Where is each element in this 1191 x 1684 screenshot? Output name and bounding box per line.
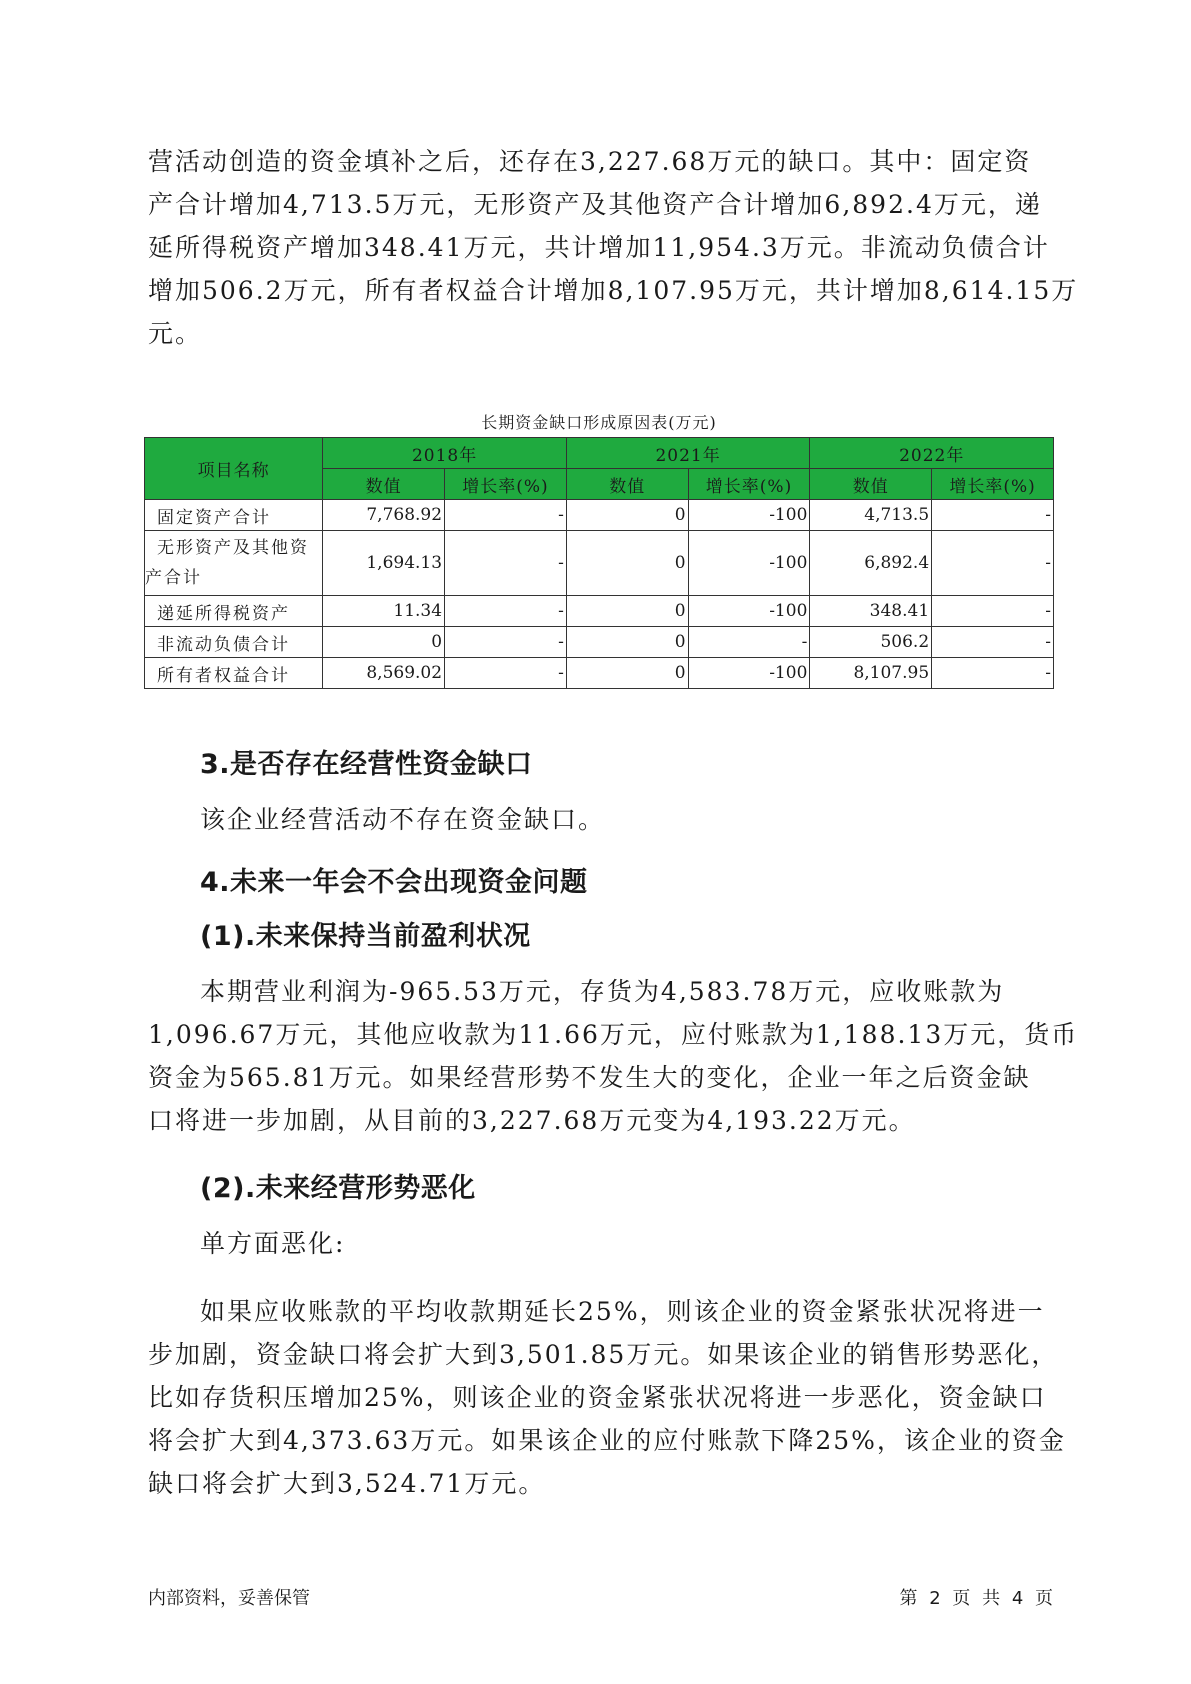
cell-growth: - (445, 531, 567, 596)
paragraph-line: 元。 (148, 319, 203, 348)
footer-page-number: 第 2 页 共 4 页 (899, 1588, 1053, 1609)
table-row (145, 500, 1054, 531)
header-item-name: 项目名称 (145, 438, 323, 500)
footer-confidential-note: 内部资料，妥善保管 (148, 1588, 310, 1609)
header-value: 数值 (810, 469, 932, 500)
cell-value: 8,107.95 (810, 658, 932, 689)
cell-growth: - (445, 500, 567, 531)
header-value: 数值 (323, 469, 445, 500)
row-name: 所有者权益合计 (145, 658, 323, 689)
row-name-line: 产合计 (145, 568, 202, 588)
cell-value: 0 (566, 531, 688, 596)
header-year-2018: 2018年 (323, 438, 567, 469)
cell-growth: - (932, 658, 1054, 689)
cell-value: 506.2 (810, 627, 932, 658)
paragraph-line: 比如存货积压增加25%，则该企业的资金紧张状况将进一步恶化，资金缺口 (148, 1383, 1047, 1412)
header-value: 数值 (566, 469, 688, 500)
cell-growth: - (932, 531, 1054, 596)
paragraph-line: 如果应收账款的平均收款期延长25%，则该企业的资金紧张状况将进一 (200, 1297, 1045, 1326)
paragraph-line: 延所得税资产增加348.41万元，共计增加11,954.3万元。非流动负债合计 (148, 233, 1050, 262)
cell-growth: - (932, 596, 1054, 627)
cell-growth: - (445, 658, 567, 689)
cell-growth: - (932, 627, 1054, 658)
header-growth: 增长率(%) (932, 469, 1054, 500)
cell-value: 4,713.5 (810, 500, 932, 531)
section4-sub2-intro (148, 1222, 1100, 1265)
section3-paragraph (148, 798, 1100, 841)
cell-value: 0 (566, 658, 688, 689)
row-name-line: 无形资产及其他资 (157, 538, 309, 558)
cell-value: 348.41 (810, 596, 932, 627)
cell-growth: -100 (688, 500, 810, 531)
intro-paragraph (148, 140, 1079, 355)
row-name (145, 531, 323, 596)
paragraph-line: 单方面恶化: (200, 1229, 346, 1258)
cell-value: 0 (566, 627, 688, 658)
cell-value: 8,569.02 (323, 658, 445, 689)
section4-sub2-heading: (2).未来经营形势恶化 (200, 1173, 476, 1204)
paragraph-line: 营活动创造的资金填补之后，还存在3,227.68万元的缺口。其中：固定资 (148, 147, 1032, 176)
paragraph-line: 产合计增加4,713.5万元，无形资产及其他资产合计增加6,892.4万元，递 (148, 190, 1042, 219)
paragraph-line: 本期营业利润为-965.53万元，存货为4,583.78万元，应收账款为 (200, 977, 1005, 1006)
cell-growth: - (688, 627, 810, 658)
cell-value: 1,694.13 (323, 531, 445, 596)
table-row (145, 627, 1054, 658)
paragraph-line: 该企业经营活动不存在资金缺口。 (200, 805, 606, 834)
paragraph-line: 缺口将会扩大到3,524.71万元。 (148, 1469, 546, 1498)
row-name: 非流动负债合计 (145, 627, 323, 658)
paragraph-line: 口将进一步加剧，从目前的3,227.68万元变为4,193.22万元。 (148, 1106, 916, 1135)
paragraph-line: 将会扩大到4,373.63万元。如果该企业的应付账款下降25%，该企业的资金 (148, 1426, 1066, 1455)
paragraph-line: 步加剧，资金缺口将会扩大到3,501.85万元。如果该企业的销售形势恶化， (148, 1340, 1059, 1369)
table-row (145, 658, 1054, 689)
cell-growth: - (445, 596, 567, 627)
cell-value: 0 (566, 596, 688, 627)
section4-sub2-paragraph (148, 1290, 1066, 1505)
paragraph-line: 增加506.2万元，所有者权益合计增加8,107.95万元，共计增加8,614.15万 (148, 276, 1079, 305)
row-name: 递延所得税资产 (145, 596, 323, 627)
cell-value: 11.34 (323, 596, 445, 627)
row-name: 固定资产合计 (145, 500, 323, 531)
section4-heading: 4.未来一年会不会出现资金问题 (200, 867, 588, 898)
cell-value: 6,892.4 (810, 531, 932, 596)
cell-value: 0 (566, 500, 688, 531)
paragraph-line: 资金为565.81万元。如果经营形势不发生大的变化，企业一年之后资金缺 (148, 1063, 1031, 1092)
cell-growth: -100 (688, 531, 810, 596)
table-row (145, 596, 1054, 627)
table-row (145, 531, 1054, 596)
cell-value: 7,768.92 (323, 500, 445, 531)
section4-sub1-paragraph (148, 970, 1079, 1142)
header-year-2022: 2022年 (810, 438, 1054, 469)
table-caption: 长期资金缺口形成原因表(万元) (481, 413, 717, 432)
cell-value: 0 (323, 627, 445, 658)
header-year-2021: 2021年 (566, 438, 810, 469)
header-growth: 增长率(%) (445, 469, 567, 500)
cell-growth: - (932, 500, 1054, 531)
cell-growth: -100 (688, 658, 810, 689)
paragraph-line: 1,096.67万元，其他应收款为11.66万元，应付账款为1,188.13万元，货币 (148, 1020, 1079, 1049)
cell-growth: - (445, 627, 567, 658)
header-growth: 增长率(%) (688, 469, 810, 500)
section4-sub1-heading: (1).未来保持当前盈利状况 (200, 921, 531, 952)
section3-heading: 3.是否存在经营性资金缺口 (200, 749, 533, 780)
cell-growth: -100 (688, 596, 810, 627)
funding-gap-table (144, 437, 1054, 689)
